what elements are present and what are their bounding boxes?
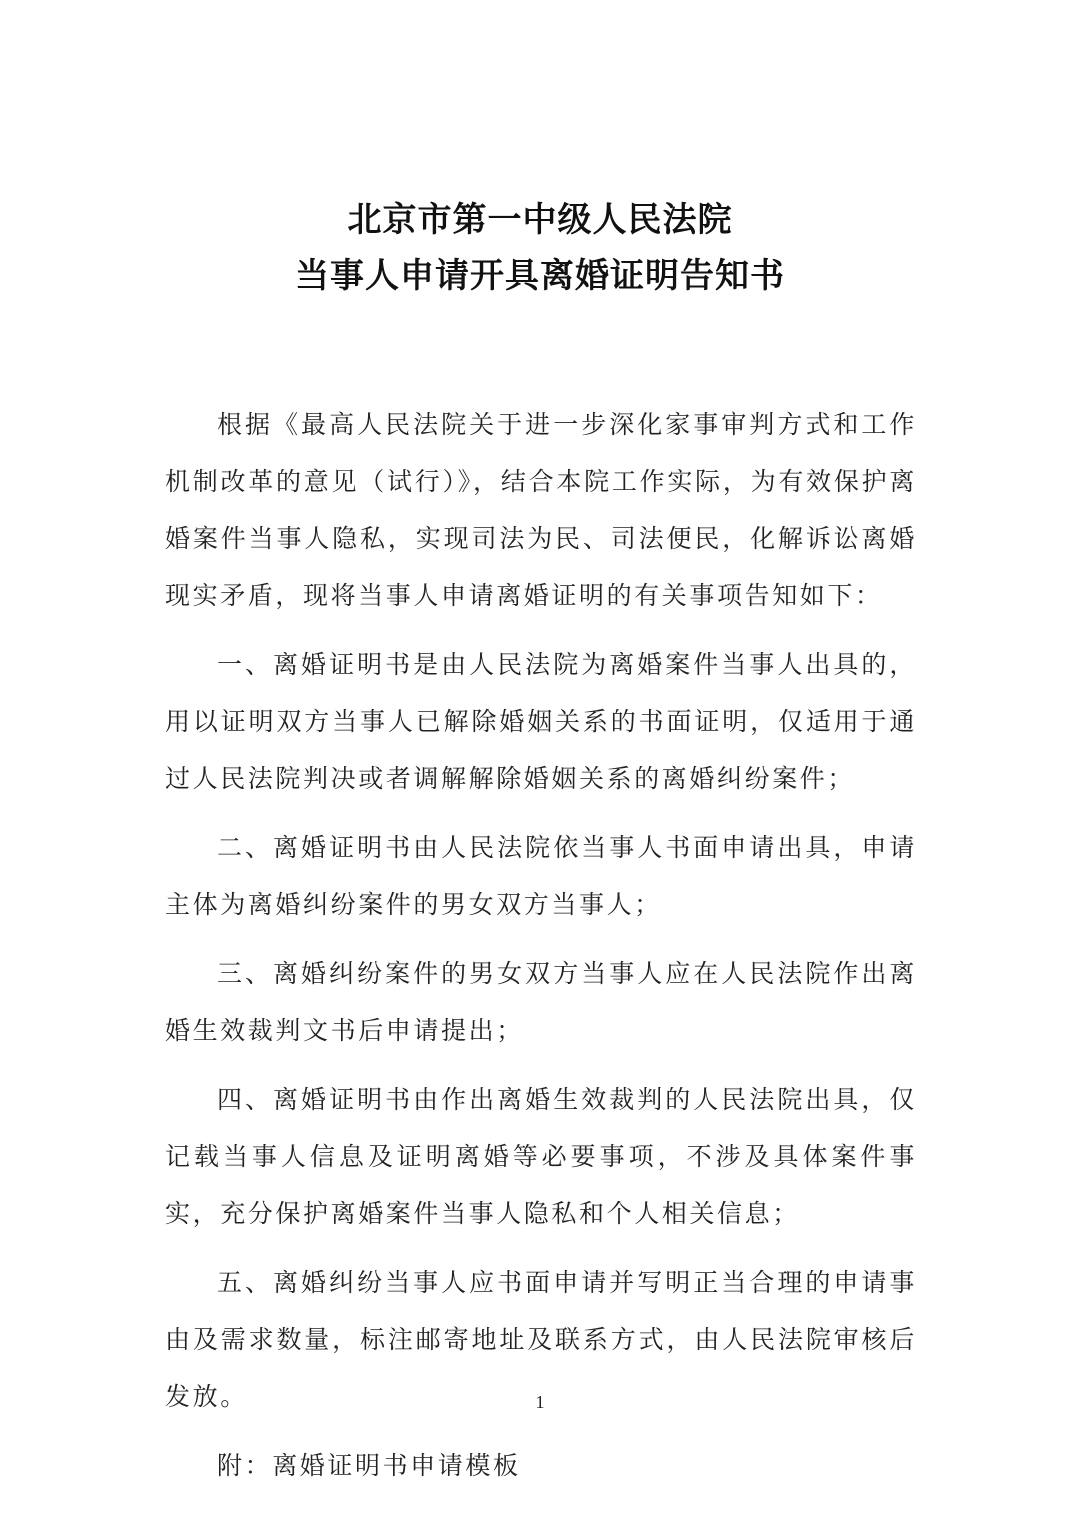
intro-paragraph: 根据《最高人民法院关于进一步深化家事审判方式和工作机制改革的意见（试行）》，结合本院工作实际，为有效保护离婚案件当事人隐私，实现司法为民、司法便民，化解诉讼离婚现实矛盾，现将当事人申请离婚证明的有关事项告知如下： <box>165 410 917 610</box>
item-five-paragraph: 五、离婚纠纷当事人应书面申请并写明正当合理的申请事由及需求数量，标注邮寄地址及联系方式，由人民法院审核后发放。 <box>165 1268 917 1411</box>
notice-title: 当事人申请开具离婚证明告知书 <box>295 256 785 296</box>
item-three-paragraph: 三、离婚纠纷案件的男女双方当事人应在人民法院作出离婚生效裁判文书后申请提出； <box>165 959 917 1045</box>
page-number: 1 <box>535 1392 545 1412</box>
item-four-paragraph: 四、离婚证明书由作出离婚生效裁判的人民法院出具，仅记载当事人信息及证明离婚等必要事项，不涉及具体案件事实，充分保护离婚案件当事人隐私和个人相关信息； <box>165 1085 917 1228</box>
court-name-title: 北京市第一中级人民法院 <box>347 200 733 240</box>
item-two-paragraph: 二、离婚证明书由人民法院依当事人书面申请出具，申请主体为离婚纠纷案件的男女双方当事人； <box>165 833 917 919</box>
item-one-paragraph: 一、离婚证明书是由人民法院为离婚案件当事人出具的，用以证明双方当事人已解除婚姻关系的书面证明，仅适用于通过人民法院判决或者调解解除婚姻关系的离婚纠纷案件； <box>165 650 917 793</box>
attachment-note: 附：离婚证明书申请模板 <box>217 1451 521 1480</box>
document-body <box>165 396 917 1494</box>
